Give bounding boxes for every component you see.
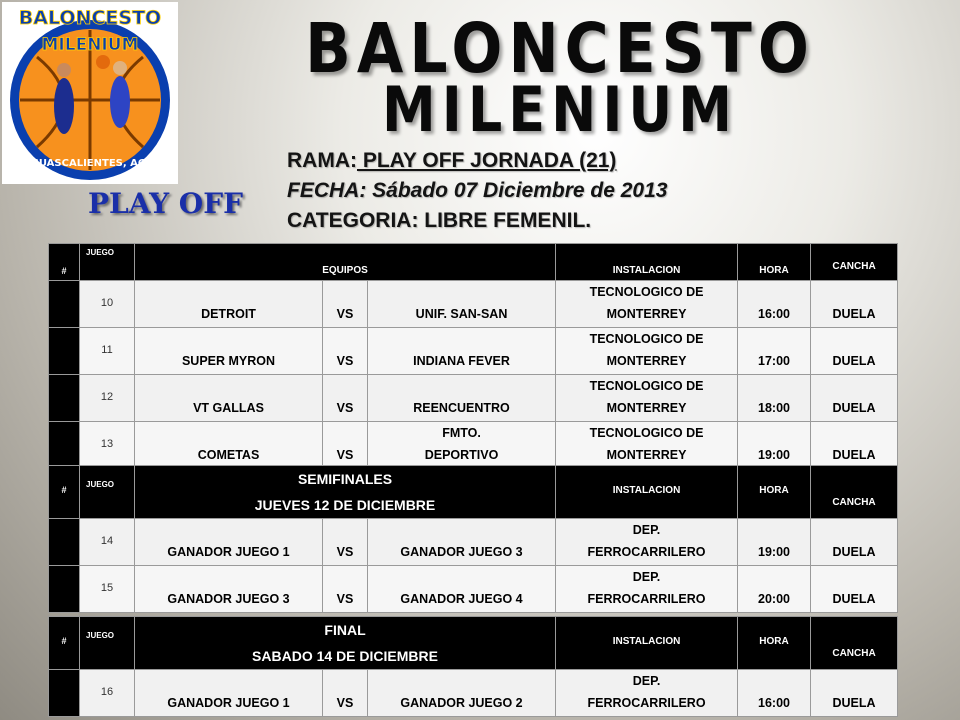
col-num-header: # <box>49 617 80 670</box>
visit-team-cell: GANADOR JUEGO 4 <box>368 566 556 613</box>
play-off-label: PLAY OFF <box>88 187 243 220</box>
table-row <box>49 328 898 375</box>
instalacion-cell <box>556 375 738 422</box>
rama-value: PLAY OFF JORNADA (21) <box>356 149 617 172</box>
instalacion-cell <box>556 328 738 375</box>
instalacion-line1: TECNOLOGICO DE <box>589 285 704 299</box>
juego-cell: 13 <box>80 422 135 469</box>
cancha-cell: DUELA <box>811 566 898 613</box>
table-row <box>49 422 898 469</box>
section-date: JUEVES 12 DE DICIEMBRE <box>254 497 436 513</box>
instalacion-cell <box>556 422 738 469</box>
vs-cell: VS <box>323 670 368 717</box>
schedule-table-jornada <box>48 243 898 469</box>
rama-label: RAMA: <box>287 149 357 172</box>
instalacion-cell <box>556 566 738 613</box>
instalacion-line2: MONTERREY <box>606 448 687 462</box>
instalacion-line2: MONTERREY <box>606 401 687 415</box>
local-team-cell: GANADOR JUEGO 1 <box>135 670 323 717</box>
col-juego-header: JUEGO <box>80 466 135 519</box>
local-team-cell: SUPER MYRON <box>135 328 323 375</box>
vs-cell: VS <box>323 375 368 422</box>
rama-line <box>287 146 667 176</box>
row-num-cell <box>49 328 80 375</box>
section-title: SEMIFINALES <box>297 471 393 487</box>
row-num-cell <box>49 375 80 422</box>
logo-top-text: BALONCESTO <box>18 7 162 29</box>
table-row <box>49 519 898 566</box>
local-team-cell: GANADOR JUEGO 3 <box>135 566 323 613</box>
juego-cell: 11 <box>80 328 135 375</box>
local-team-cell: GANADOR JUEGO 1 <box>135 519 323 566</box>
instalacion-line2: FERROCARRILERO <box>587 545 706 559</box>
instalacion-line1: DEP. <box>632 523 661 537</box>
fecha-line: FECHA: Sábado 07 Diciembre de 2013 <box>287 179 668 202</box>
col-hora-header: HORA <box>738 466 811 519</box>
row-num-cell <box>49 519 80 566</box>
cancha-cell: DUELA <box>811 281 898 328</box>
main-title-line1: BALONCESTO <box>305 8 815 90</box>
vs-cell: VS <box>323 328 368 375</box>
col-cancha-header: CANCHA <box>811 244 898 281</box>
col-cancha-header: CANCHA <box>811 466 898 519</box>
section-date: SABADO 14 DE DICIEMBRE <box>252 648 438 664</box>
row-num-cell <box>49 670 80 717</box>
juego-cell: 15 <box>80 566 135 613</box>
visit-team-cell: INDIANA FEVER <box>368 328 556 375</box>
cancha-cell: DUELA <box>811 375 898 422</box>
schedule-table-final <box>48 616 898 717</box>
visit-team-line1: FMTO. <box>442 426 481 440</box>
hora-cell: 19:00 <box>738 519 811 566</box>
row-num-cell <box>49 422 80 469</box>
col-hora-header: HORA <box>738 617 811 670</box>
col-equipos-header: EQUIPOS <box>135 244 556 281</box>
hora-cell: 19:00 <box>738 422 811 469</box>
table-row <box>49 281 898 328</box>
instalacion-line1: TECNOLOGICO DE <box>589 426 704 440</box>
local-team-cell: VT GALLAS <box>135 375 323 422</box>
hora-cell: 17:00 <box>738 328 811 375</box>
col-instalacion-header: INSTALACION <box>556 617 738 670</box>
instalacion-line2: FERROCARRILERO <box>587 592 706 606</box>
col-instalacion-header: INSTALACION <box>556 466 738 519</box>
col-juego-header: JUEGO <box>80 617 135 670</box>
local-team-cell: COMETAS <box>135 422 323 469</box>
instalacion-line1: TECNOLOGICO DE <box>589 379 704 393</box>
row-num-cell <box>49 281 80 328</box>
table-header-row <box>49 466 898 519</box>
categoria-line: CATEGORIA: LIBRE FEMENIL. <box>287 209 592 232</box>
local-team-cell: DETROIT <box>135 281 323 328</box>
logo-bottom-text: AGUASCALIENTES, AGS. <box>22 158 158 169</box>
cancha-cell: DUELA <box>811 328 898 375</box>
table-row <box>49 566 898 613</box>
col-instalacion-header: INSTALACION <box>556 244 738 281</box>
instalacion-line1: TECNOLOGICO DE <box>589 332 704 346</box>
juego-cell: 10 <box>80 281 135 328</box>
instalacion-line2: FERROCARRILERO <box>587 696 706 710</box>
visit-team-cell: GANADOR JUEGO 3 <box>368 519 556 566</box>
baloncesto-milenium-logo <box>2 2 178 184</box>
section-title: FINAL <box>324 622 366 638</box>
instalacion-line1: DEP. <box>632 570 661 584</box>
col-juego-header: JUEGO <box>80 244 135 281</box>
col-hora-header: HORA <box>738 244 811 281</box>
row-num-cell <box>49 566 80 613</box>
juego-cell: 14 <box>80 519 135 566</box>
logo-graphic <box>2 2 178 184</box>
table-header-row <box>49 244 898 281</box>
section-title-cell <box>135 617 556 670</box>
visit-team-cell: GANADOR JUEGO 2 <box>368 670 556 717</box>
visit-team-cell: UNIF. SAN-SAN <box>368 281 556 328</box>
visit-team-line2: DEPORTIVO <box>424 448 499 462</box>
cancha-cell: DUELA <box>811 422 898 469</box>
instalacion-line2: MONTERREY <box>606 354 687 368</box>
col-num-header: # <box>49 244 80 281</box>
col-cancha-header: CANCHA <box>811 617 898 670</box>
table-header-row <box>49 617 898 670</box>
vs-cell: VS <box>323 566 368 613</box>
cancha-cell: DUELA <box>811 670 898 717</box>
hora-cell: 20:00 <box>738 566 811 613</box>
instalacion-cell <box>556 281 738 328</box>
main-title-line2: MILENIUM <box>382 73 738 146</box>
logo-mid-text: MILENIUM <box>41 35 139 55</box>
event-info <box>287 146 667 236</box>
hora-cell: 16:00 <box>738 670 811 717</box>
instalacion-cell <box>556 670 738 717</box>
vs-cell: VS <box>323 519 368 566</box>
visit-team-cell <box>368 422 556 469</box>
table-row <box>49 375 898 422</box>
instalacion-line2: MONTERREY <box>606 307 687 321</box>
instalacion-cell <box>556 519 738 566</box>
cancha-cell: DUELA <box>811 519 898 566</box>
schedule-table-semifinales <box>48 465 898 613</box>
instalacion-line1: DEP. <box>632 674 661 688</box>
section-title-cell <box>135 466 556 519</box>
hora-cell: 18:00 <box>738 375 811 422</box>
juego-cell: 12 <box>80 375 135 422</box>
visit-team-cell: REENCUENTRO <box>368 375 556 422</box>
hora-cell: 16:00 <box>738 281 811 328</box>
col-num-header: # <box>49 466 80 519</box>
juego-cell: 16 <box>80 670 135 717</box>
vs-cell: VS <box>323 281 368 328</box>
vs-cell: VS <box>323 422 368 469</box>
table-row <box>49 670 898 717</box>
